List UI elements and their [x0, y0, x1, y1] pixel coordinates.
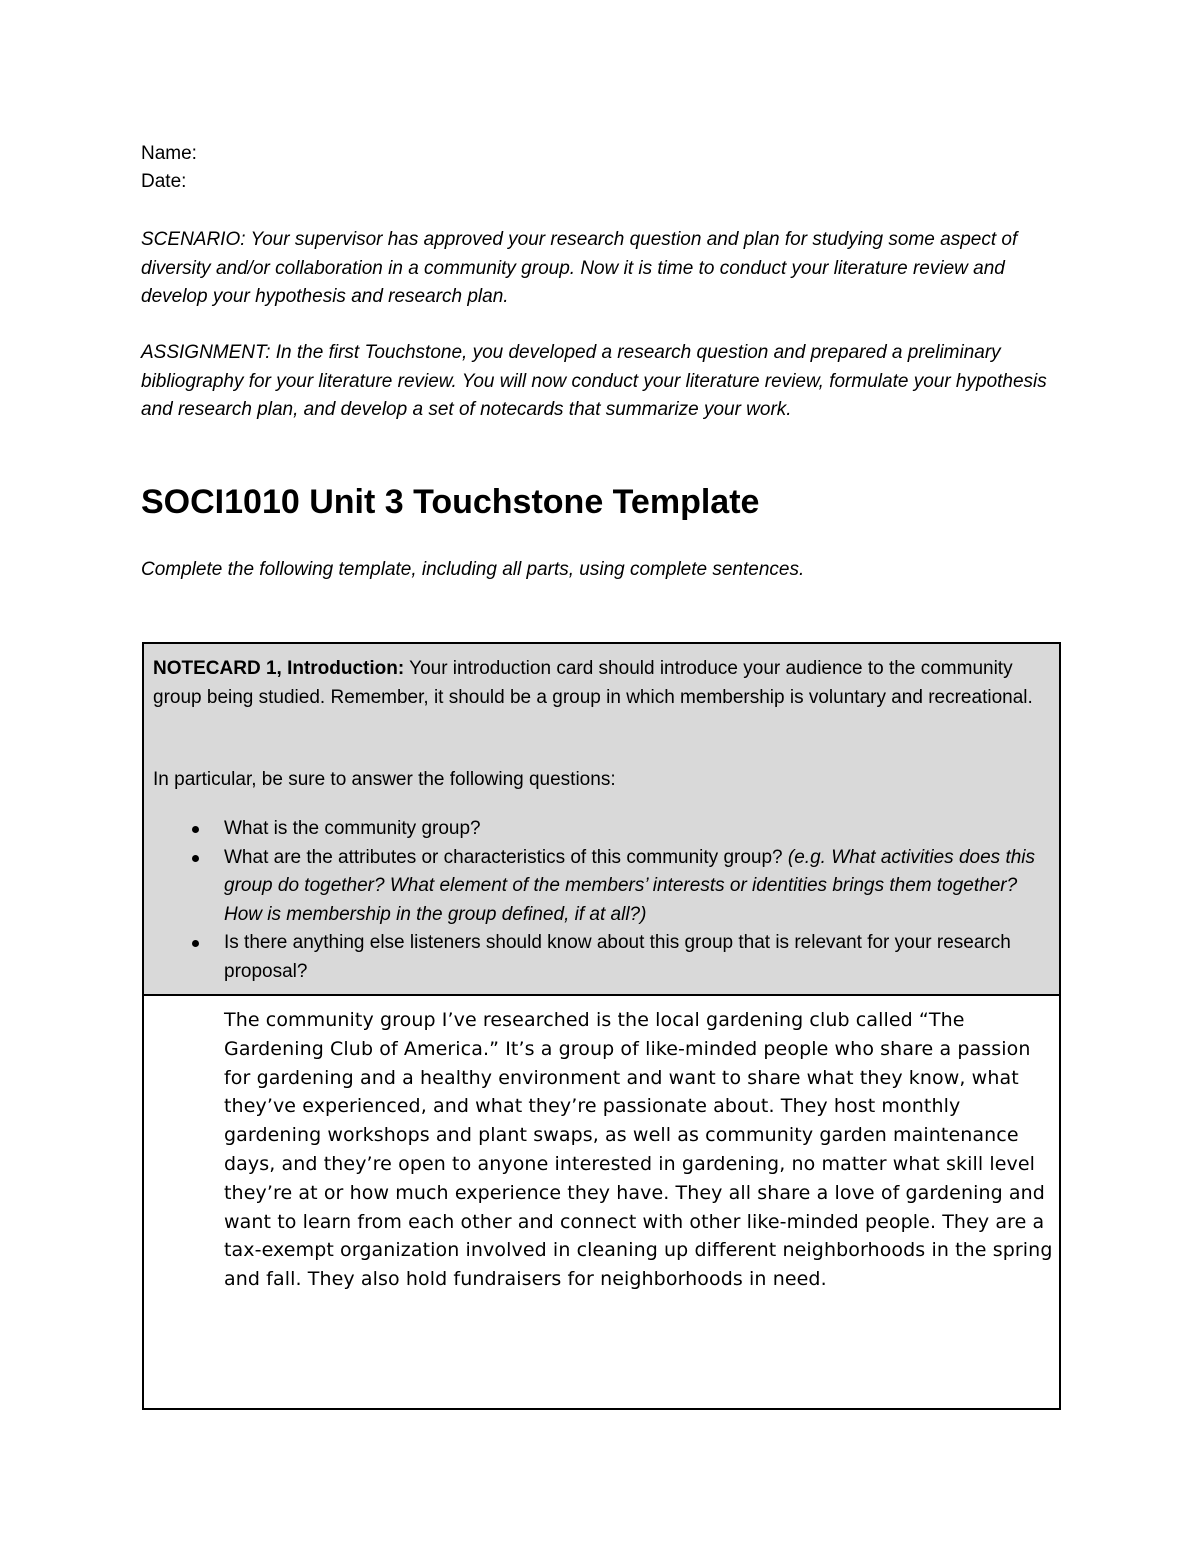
page-title: SOCI1010 Unit 3 Touchstone Template [141, 483, 760, 521]
question-examples: (e.g. What activities does this group do together? What element of the members’ interests or identities brings them together? How is membership in the group defined, if at all?) [224, 846, 1036, 925]
notecard-table [142, 642, 1061, 1410]
bullet-icon [192, 855, 199, 862]
assignment-paragraph: ASSIGNMENT: In the first Touchstone, you developed a research question and prepared a preliminary bibliography for your literature review. You will now conduct your literature review, formulate your hypothesis and research plan, and develop a set of notecards that summarize your work. [141, 342, 1047, 421]
question-text: Is there anything else listeners should know about this group that is relevant for your research proposal? [224, 932, 1011, 982]
bullet-icon [192, 940, 199, 947]
scenario-paragraph: SCENARIO: Your supervisor has approved your research question and plan for studying some aspect of diversity and/or collaboration in a community group. Now it is time to conduct your literature review and develop your hypothesis and research plan. [141, 229, 1018, 308]
question-list [144, 815, 1059, 987]
notecard-answer-cell[interactable] [144, 996, 1059, 1408]
question-item [144, 929, 1059, 986]
date-label: Date: [141, 171, 187, 192]
question-text: What are the attributes or characteristics of this community group? [224, 846, 788, 868]
instructions-text: Complete the following template, including all parts, using complete sentences. [141, 559, 805, 580]
notecard-prompt [153, 655, 1043, 712]
notecard-heading: NOTECARD 1, Introduction: [153, 658, 405, 679]
bullet-icon [192, 826, 199, 833]
question-text: What is the community group? [224, 818, 481, 839]
notecard-subheading: In particular, be sure to answer the following questions: [153, 769, 616, 790]
question-item [144, 815, 1059, 844]
notecard-description: Your introduction card should introduce your audience to the community group being studied. Remember, it should be a group in which membership is voluntary and recreational. [153, 658, 1033, 708]
notecard-prompt-cell [144, 644, 1059, 996]
question-item [144, 844, 1059, 930]
notecard-answer-text: The community group I’ve researched is the local gardening club called “The Gardening Club of America.” It’s a group of like-minded people who share a passion for gardening and a healthy environment and want to share what they know, what they’ve experienced, and what they’re passionate about. They host monthly gardening workshops and plant swaps, as well as community garden maintenance days, and they’re open to anyone interested in gardening, no matter what skill level they’re at or how much experience they have. They all share a love of gardening and want to learn from each other and connect with other like-minded people. They are a tax-exempt organization involved in cleaning up different neighborhoods in the spring and fall. They also hold fundraisers for neighborhoods in need. [224, 1009, 1053, 1291]
name-label: Name: [141, 143, 197, 164]
